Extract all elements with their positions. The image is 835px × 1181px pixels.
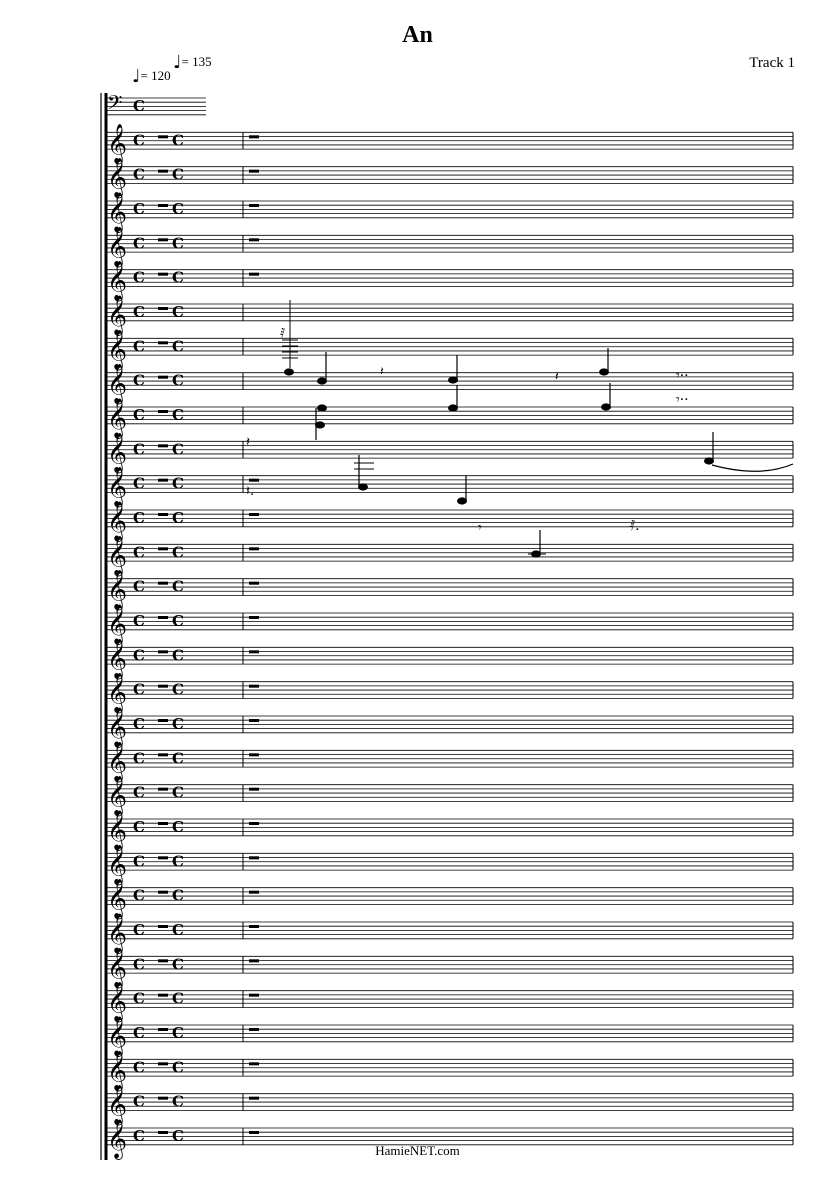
treble-clef-icon: 𝄞 xyxy=(107,226,128,267)
staff-17 xyxy=(106,638,793,679)
time-signature: C xyxy=(133,303,145,321)
staff-19 xyxy=(106,707,793,748)
staff-12 xyxy=(106,467,793,508)
time-signature: C xyxy=(133,440,145,459)
treble-clef-icon: 𝄞 xyxy=(107,260,128,301)
half-rest xyxy=(158,1131,168,1134)
time-signature: C xyxy=(172,406,184,424)
track-label: Track 1 xyxy=(749,55,795,71)
time-signature: C xyxy=(172,989,184,1008)
staff-18 xyxy=(106,673,793,714)
time-signature: C xyxy=(133,818,145,836)
half-rest xyxy=(158,1097,168,1100)
whole-rest xyxy=(249,1062,259,1065)
half-rest xyxy=(158,994,168,997)
rest-eighth-dotted: 𝄾·· xyxy=(676,368,689,384)
whole-rest xyxy=(249,994,259,997)
half-rest xyxy=(158,135,168,138)
time-signature: C xyxy=(172,1092,184,1111)
time-signature: C xyxy=(133,1024,145,1042)
time-signature: C xyxy=(133,509,145,527)
half-rest xyxy=(158,891,168,894)
whole-rest xyxy=(249,1028,259,1031)
rest-eighth: 𝄾 xyxy=(478,520,482,536)
treble-clef-icon: 𝄞 xyxy=(107,810,128,850)
tie xyxy=(712,464,793,471)
treble-clef-icon: 𝄞 xyxy=(107,775,128,816)
rest-quarter: 𝄽 xyxy=(380,364,384,378)
time-signature: C xyxy=(133,989,145,1008)
half-rest xyxy=(158,410,168,413)
staff-20 xyxy=(106,741,793,782)
tempo-value: = 120 xyxy=(140,68,171,83)
tempo-value: = 135 xyxy=(181,54,212,69)
time-signature: C xyxy=(133,337,145,356)
staff-29 xyxy=(106,1050,793,1091)
half-rest xyxy=(158,238,168,241)
time-signature: C xyxy=(133,200,145,218)
time-signature: C xyxy=(133,612,145,630)
whole-rest xyxy=(249,650,259,653)
score-title: An xyxy=(402,22,433,48)
half-rest xyxy=(158,479,168,482)
rest-eighth-dotted: 𝄾·· xyxy=(676,392,689,408)
staff-24 xyxy=(106,879,793,920)
time-signature: C xyxy=(172,337,184,356)
half-rest xyxy=(158,959,168,962)
rest-quarter: 𝄽 xyxy=(555,369,559,383)
half-rest xyxy=(158,719,168,722)
whole-rest xyxy=(249,856,259,859)
staff-7 xyxy=(106,295,793,336)
time-signature: C xyxy=(172,509,184,527)
whole-rest xyxy=(249,582,259,585)
half-rest xyxy=(158,307,168,310)
staff-2 xyxy=(106,123,793,164)
whole-rest xyxy=(249,513,259,516)
time-signature: C xyxy=(172,234,184,253)
time-signature: C xyxy=(172,783,184,802)
half-rest xyxy=(158,753,168,756)
time-signature: C xyxy=(172,1024,184,1042)
treble-clef-icon: 𝄞 xyxy=(107,638,128,679)
whole-rest xyxy=(249,822,259,825)
time-signature: C xyxy=(133,234,145,253)
half-rest xyxy=(158,341,168,344)
time-signature: C xyxy=(172,852,184,871)
time-signature: C xyxy=(172,1127,184,1145)
half-rest xyxy=(158,273,168,276)
time-signature: C xyxy=(133,715,145,733)
staff-15 xyxy=(106,570,793,611)
half-rest xyxy=(158,1028,168,1031)
time-signature: C xyxy=(133,474,145,493)
whole-rest xyxy=(249,685,259,688)
staff-23 xyxy=(106,844,793,885)
rest-32nd: 𝅀 xyxy=(280,326,286,342)
time-signature: C xyxy=(133,921,145,939)
staff-26 xyxy=(106,947,793,988)
treble-clef-icon: 𝄞 xyxy=(107,501,128,541)
treble-clef-icon: 𝄞 xyxy=(107,466,128,507)
whole-rest xyxy=(249,959,259,962)
whole-rest xyxy=(249,1097,259,1100)
bass-clef-icon: 𝄢 xyxy=(107,91,123,119)
whole-rest xyxy=(249,135,259,138)
treble-clef-icon: 𝄞 xyxy=(107,878,128,919)
footer-credit: HamieNET.com xyxy=(375,1143,460,1158)
treble-clef-icon: 𝄞 xyxy=(107,569,128,610)
whole-rest xyxy=(249,273,259,276)
half-rest xyxy=(158,788,168,791)
half-rest xyxy=(158,444,168,447)
whole-rest xyxy=(249,170,259,173)
time-signature: C xyxy=(172,474,184,493)
whole-rest xyxy=(249,547,259,550)
staff-25 xyxy=(106,913,793,954)
time-signature: C xyxy=(172,612,184,630)
time-signature: C xyxy=(133,1092,145,1111)
whole-rest xyxy=(249,479,259,482)
treble-clef-icon: 𝄞 xyxy=(107,741,128,782)
treble-clef-icon: 𝄞 xyxy=(107,398,128,438)
time-signature: C xyxy=(172,818,184,836)
staff-3 xyxy=(106,158,793,199)
time-signature: C xyxy=(172,646,184,665)
rest-dotted-quarter: 𝄽. xyxy=(246,484,255,499)
treble-clef-icon: 𝄞 xyxy=(107,604,128,644)
time-signature: C xyxy=(172,165,184,184)
whole-rest xyxy=(249,204,259,207)
treble-clef-icon: 𝄞 xyxy=(107,672,128,713)
staff-8 xyxy=(106,329,793,370)
time-signature: C xyxy=(133,406,145,424)
staff-27 xyxy=(106,982,793,1023)
treble-clef-icon: 𝄞 xyxy=(107,295,128,335)
half-rest xyxy=(158,513,168,516)
staff-9 xyxy=(106,364,793,405)
time-signature: C xyxy=(133,131,145,150)
whole-rest xyxy=(249,925,259,928)
time-signature: C xyxy=(133,646,145,665)
half-rest xyxy=(158,376,168,379)
staff-22 xyxy=(106,810,793,851)
treble-clef-icon: 𝄞 xyxy=(107,1016,128,1056)
treble-clef-icon: 𝄞 xyxy=(107,157,128,198)
half-rest xyxy=(158,856,168,859)
staff-16 xyxy=(106,604,793,645)
time-signature: C xyxy=(133,165,145,184)
time-signature: C xyxy=(172,200,184,218)
time-signature: C xyxy=(133,680,145,699)
time-signature: C xyxy=(172,1058,184,1077)
time-signature: C xyxy=(133,268,145,287)
staff-10 xyxy=(106,398,793,439)
time-signature: C xyxy=(133,371,145,390)
rest-quarter: 𝄽 xyxy=(246,435,250,450)
treble-clef-icon: 𝄞 xyxy=(107,363,128,404)
whole-rest xyxy=(249,238,259,241)
note-head xyxy=(317,404,327,411)
whole-rest xyxy=(249,788,259,791)
quarter-note-icon: ♩ xyxy=(173,52,182,73)
treble-clef-icon: 𝄞 xyxy=(107,707,128,747)
staff-11 xyxy=(106,432,793,473)
treble-clef-icon: 𝄞 xyxy=(107,535,128,576)
quarter-note-icon: ♩ xyxy=(132,66,141,87)
time-signature: C xyxy=(172,955,184,974)
treble-clef-icon: 𝄞 xyxy=(107,1084,128,1125)
half-rest xyxy=(158,925,168,928)
treble-clef-icon: 𝄞 xyxy=(107,1119,128,1159)
time-signature: C xyxy=(133,543,145,562)
time-signature: C xyxy=(133,1127,145,1145)
time-signature: C xyxy=(172,749,184,768)
treble-clef-icon: 𝄞 xyxy=(107,1050,128,1091)
staff-1 xyxy=(106,91,206,119)
staff-28 xyxy=(106,1016,793,1057)
staff-30 xyxy=(106,1085,793,1126)
half-rest xyxy=(158,1062,168,1065)
time-signature: C xyxy=(133,1058,145,1077)
staff-5 xyxy=(106,226,793,267)
time-signature: C xyxy=(172,371,184,390)
half-rest xyxy=(158,650,168,653)
staff-14 xyxy=(106,535,793,576)
staff-6 xyxy=(106,261,793,302)
staff-13 xyxy=(106,501,793,542)
time-signature: C xyxy=(133,97,145,115)
half-rest xyxy=(158,204,168,207)
half-rest xyxy=(158,685,168,688)
note-head xyxy=(284,368,294,375)
treble-clef-icon: 𝄞 xyxy=(107,913,128,953)
half-rest xyxy=(158,616,168,619)
time-signature: C xyxy=(172,303,184,321)
treble-clef-icon: 𝄞 xyxy=(107,329,128,370)
time-signature: C xyxy=(172,680,184,699)
treble-clef-icon: 𝄞 xyxy=(107,123,128,164)
time-signature: C xyxy=(172,268,184,287)
treble-clef-icon: 𝄞 xyxy=(107,844,128,885)
time-signature: C xyxy=(172,131,184,150)
time-signature: C xyxy=(133,955,145,974)
treble-clef-icon: 𝄞 xyxy=(107,981,128,1022)
time-signature: C xyxy=(133,749,145,768)
staff-21 xyxy=(106,776,793,817)
time-signature: C xyxy=(172,543,184,562)
treble-clef-icon: 𝄞 xyxy=(107,192,128,232)
half-rest xyxy=(158,170,168,173)
treble-clef-icon: 𝄞 xyxy=(107,432,128,473)
whole-rest xyxy=(249,1131,259,1134)
half-rest xyxy=(158,547,168,550)
half-rest xyxy=(158,822,168,825)
whole-rest xyxy=(249,616,259,619)
time-signature: C xyxy=(133,577,145,596)
whole-rest xyxy=(249,891,259,894)
rest-dotted: 𝅀. xyxy=(630,518,640,534)
whole-rest xyxy=(249,753,259,756)
time-signature: C xyxy=(133,783,145,802)
time-signature: C xyxy=(172,886,184,905)
time-signature: C xyxy=(172,921,184,939)
treble-clef-icon: 𝄞 xyxy=(107,947,128,988)
time-signature: C xyxy=(172,440,184,459)
staff-4 xyxy=(106,192,793,233)
time-signature: C xyxy=(133,886,145,905)
time-signature: C xyxy=(172,577,184,596)
half-rest xyxy=(158,582,168,585)
time-signature: C xyxy=(133,852,145,871)
time-signature: C xyxy=(172,715,184,733)
whole-rest xyxy=(249,719,259,722)
